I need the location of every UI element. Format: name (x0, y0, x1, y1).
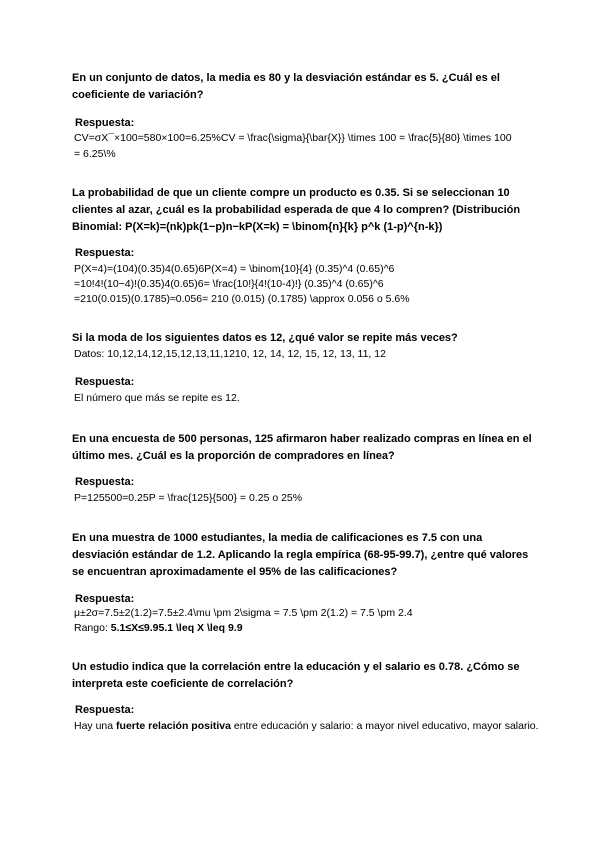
answer-5-range (74, 620, 544, 636)
answer-6-bold: fuerte relación positiva (116, 720, 231, 732)
range-prefix: Rango: (74, 622, 111, 634)
answer-label-4: Respuesta: (75, 476, 135, 488)
data-line-3: Datos: 10,12,14,12,15,12,13,11,1210, 12, 14, 12, 15, 12, 13, 11, 12 (74, 348, 386, 360)
answer-6-text (74, 718, 544, 734)
answer-2-line-1: P(X=4)=(104)(0.35)4(0.65)6P(X=4) = \binom{10}{4} (0.35)^4 (0.65)^6 (74, 263, 395, 275)
answer-1-line-1: CV=σX¯×100=580×100=6.25%CV = \frac{\sigma}{\bar{X}} \times 100 = \frac{5}{80} \times 100 = 6.25\% (74, 132, 512, 160)
question-4: En una encuesta de 500 personas, 125 afirmaron haber realizado compras en línea en el último mes. ¿Cuál es la proporción de compradores en línea? (72, 433, 532, 462)
answer-label-2: Respuesta: (75, 247, 135, 259)
answer-2-line-3: =210(0.015)(0.1785)≈0.056= 210 (0.015) (0.1785) \approx 0.056 o 5.6% (74, 293, 410, 305)
answer-6-pre: Hay una (74, 720, 117, 732)
answer-6-post: entre educación y salario: a mayor nivel educativo, mayor salario. (230, 720, 539, 732)
answer-4-line-1: P=125500=0.25P = \frac{125}{500} = 0.25 o 25% (74, 492, 303, 504)
answer-label-3: Respuesta: (75, 376, 135, 388)
answer-5-line-1: μ±2σ=7.5±2(1.2)=7.5±2.4\mu \pm 2\sigma = 7.5 \pm 2(1.2) = 7.5 \pm 2.4 (74, 607, 413, 619)
question-5: En una muestra de 1000 estudiantes, la media de calificaciones es 7.5 con una desviación estándar de 1.2. Aplicando la regla empírica (68-95-99.7), ¿entre qué valores se encuentran aproximadamente el 95% de las calificaciones? (72, 532, 529, 578)
answer-3-line-1: El número que más se repite es 12. (74, 392, 240, 404)
question-3: Si la moda de los siguientes datos es 12, ¿qué valor se repite más veces? (72, 332, 458, 344)
range-value: 5.1≤X≤9.95.1 \leq X \leq 9.9 (110, 622, 243, 634)
answer-label-5: Respuesta: (75, 593, 135, 605)
answer-label-6: Respuesta: (75, 704, 135, 716)
question-1: En un conjunto de datos, la media es 80 y la desviación estándar es 5. ¿Cuál es el coeficiente de variación? (72, 72, 500, 101)
question-2: La probabilidad de que un cliente compre un producto es 0.35. Si se seleccionan 10 clientes al azar, ¿cuál es la probabilidad esperada de que 4 lo compren? (Distribución Binomial: P(X=k)=(nk)pk(1−p)n−kP(X=k) = \binom{n}{k} p^k (1-p)^{n-k}) (72, 187, 521, 233)
question-6: Un estudio indica que la correlación entre la educación y el salario es 0.78. ¿Cómo se interpreta este coeficiente de correlación? (72, 661, 520, 690)
answer-2-line-2: =10!4!(10−4)!(0.35)4(0.65)6= \frac{10!}{4!(10-4)!} (0.35)^4 (0.65)^6 (74, 278, 384, 290)
answer-label-1: Respuesta: (75, 117, 135, 129)
